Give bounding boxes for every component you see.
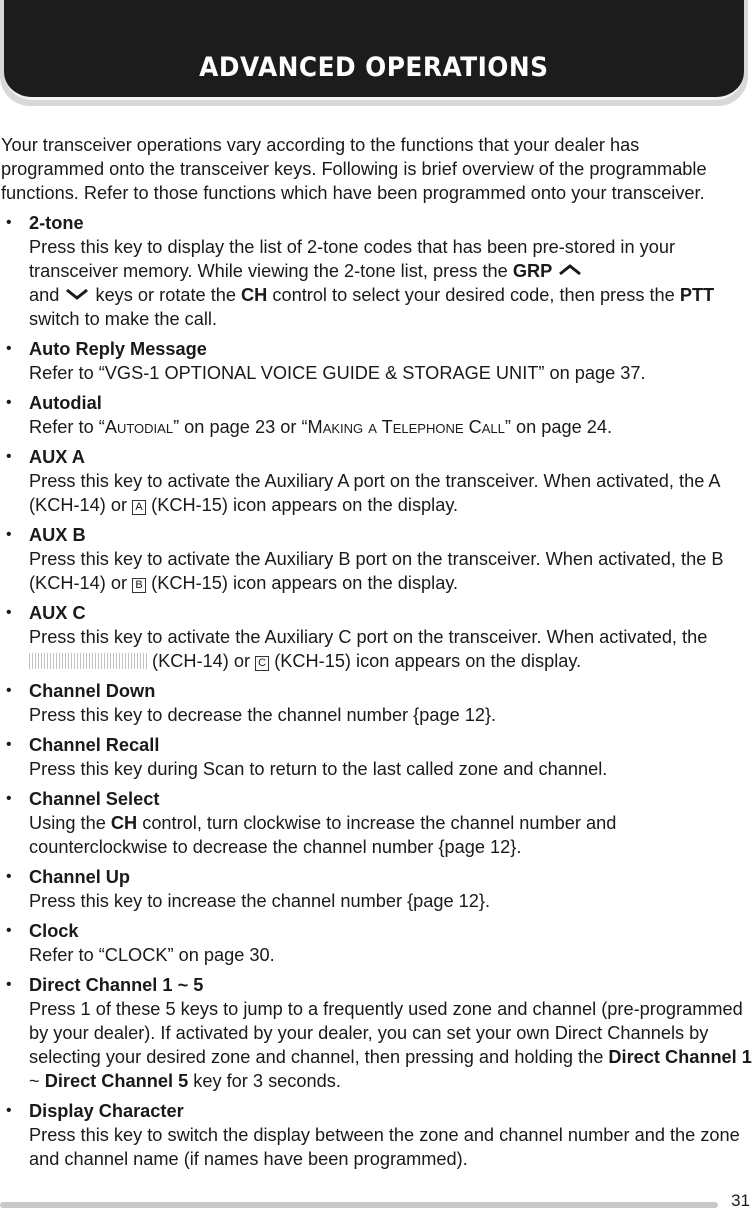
ptt-key: PTT <box>679 285 715 305</box>
aux-b-glyph: B <box>711 549 724 569</box>
list-item <box>0 211 754 331</box>
item-title: Autodial <box>29 393 102 413</box>
list-item <box>0 919 754 967</box>
bullet: • <box>6 214 12 231</box>
item-title: AUX B <box>29 525 86 545</box>
bullet: • <box>6 976 12 993</box>
list-item <box>0 337 754 385</box>
list-item <box>0 733 754 781</box>
bullet: • <box>6 526 12 543</box>
item-title: Auto Reply Message <box>29 339 207 359</box>
bullet: • <box>6 1102 12 1119</box>
list-item <box>0 601 754 673</box>
bullet: • <box>6 604 12 621</box>
item-description: Refer to “Autodial” on page 23 or “Making a Telephone Call” on page 24. <box>29 417 613 437</box>
list-item <box>0 391 754 439</box>
direct-channel-1-key: Direct Channel 1 <box>608 1047 752 1067</box>
bullet: • <box>6 736 12 753</box>
list-item <box>0 679 754 727</box>
page-content <box>0 133 754 1177</box>
bullet: • <box>6 868 12 885</box>
list-item <box>0 973 754 1093</box>
item-description: Refer to “CLOCK” on page 30. <box>29 945 275 965</box>
item-title: Display Character <box>29 1101 184 1121</box>
aux-c-pixel-icon <box>29 653 147 669</box>
item-description: Press 1 of these 5 keys to jump to a frequently used zone and channel (pre-programmed by your dealer). If activated by your dealer, you can set your own Direct Channels by selecting your desired zone and channel, then pressing and holding the Direct Channel 1 ~ Direct Channel 5 key for 3 seconds. <box>29 999 752 1091</box>
item-description: Press this key to increase the channel number {page 12}. <box>29 891 491 911</box>
bullet: • <box>6 922 12 939</box>
aux-a-icon: A <box>132 500 146 515</box>
list-item <box>0 787 754 859</box>
item-title: Clock <box>29 921 79 941</box>
intro-paragraph: Your transceiver operations vary according to the functions that your dealer has programmed onto the transceiver keys. Following is brief overview of the programmable functions. Refer to those functions which have been programmed onto your transceiver. <box>1 135 707 203</box>
bullet: • <box>6 340 12 357</box>
list-item <box>0 1099 754 1171</box>
item-title: AUX C <box>29 603 86 623</box>
header-banner <box>0 0 754 110</box>
aux-b-icon: B <box>132 578 146 593</box>
page-number: 31 <box>731 1191 750 1210</box>
direct-channel-5-key: Direct Channel 5 <box>44 1071 189 1091</box>
autodial-ref: Autodial <box>104 417 174 437</box>
chevron-down-icon <box>64 288 90 300</box>
item-description: Refer to “VGS-1 OPTIONAL VOICE GUIDE & STORAGE UNIT” on page 37. <box>29 363 646 383</box>
item-title: Channel Select <box>29 789 160 809</box>
item-description: Press this key to activate the Auxiliary B port on the transceiver. When activated, the B (KCH-14) or B (KCH-15) icon appears on the display. <box>29 549 724 593</box>
bullet: • <box>6 448 12 465</box>
page-title: ADVANCED OPERATIONS <box>199 52 549 83</box>
list-item <box>0 523 754 595</box>
ch-key: CH <box>241 285 268 305</box>
item-title: Channel Recall <box>29 735 160 755</box>
list-item <box>0 865 754 913</box>
bullet: • <box>6 682 12 699</box>
chevron-up-icon <box>557 264 583 276</box>
item-description: Press this key during Scan to return to the last called zone and channel. <box>29 759 608 779</box>
bullet: • <box>6 790 12 807</box>
item-title: Channel Down <box>29 681 156 701</box>
aux-c-icon: C <box>255 656 269 671</box>
bullet: • <box>6 394 12 411</box>
item-description: Press this key to activate the Auxiliary A port on the transceiver. When activated, the A (KCH-14) or A (KCH-15) icon appears on the display. <box>29 471 720 515</box>
item-description: Press this key to switch the display between the zone and channel number and the zone and channel name (if names have been programmed). <box>29 1125 740 1169</box>
ch-key: CH <box>110 813 138 833</box>
item-description: Press this key to display the list of 2-tone codes that has been pre-stored in your transceiver memory. While viewing the 2-tone list, press the GRP and keys or rotate the CH control to select your desired code, then press the PTT switch to make the call. <box>29 237 715 329</box>
item-title: 2-tone <box>29 213 84 233</box>
banner <box>4 0 744 100</box>
item-description: Using the CH control, turn clockwise to increase the channel number and counterclockwise to decrease the channel number {page 12}. <box>29 813 617 857</box>
grp-key: GRP <box>512 261 553 281</box>
telephone-call-ref: Making a Telephone Call <box>307 417 505 437</box>
list-item <box>0 445 754 517</box>
footer-bar <box>0 1202 718 1208</box>
item-description: Press this key to decrease the channel number {page 12}. <box>29 705 497 725</box>
item-title: Channel Up <box>29 867 131 887</box>
item-title: AUX A <box>29 447 85 467</box>
item-description: Press this key to activate the Auxiliary C port on the transceiver. When activated, the (KCH-14) or C (KCH-15) icon appears on the display. <box>29 627 708 671</box>
item-title: Direct Channel 1 ~ 5 <box>29 975 204 995</box>
